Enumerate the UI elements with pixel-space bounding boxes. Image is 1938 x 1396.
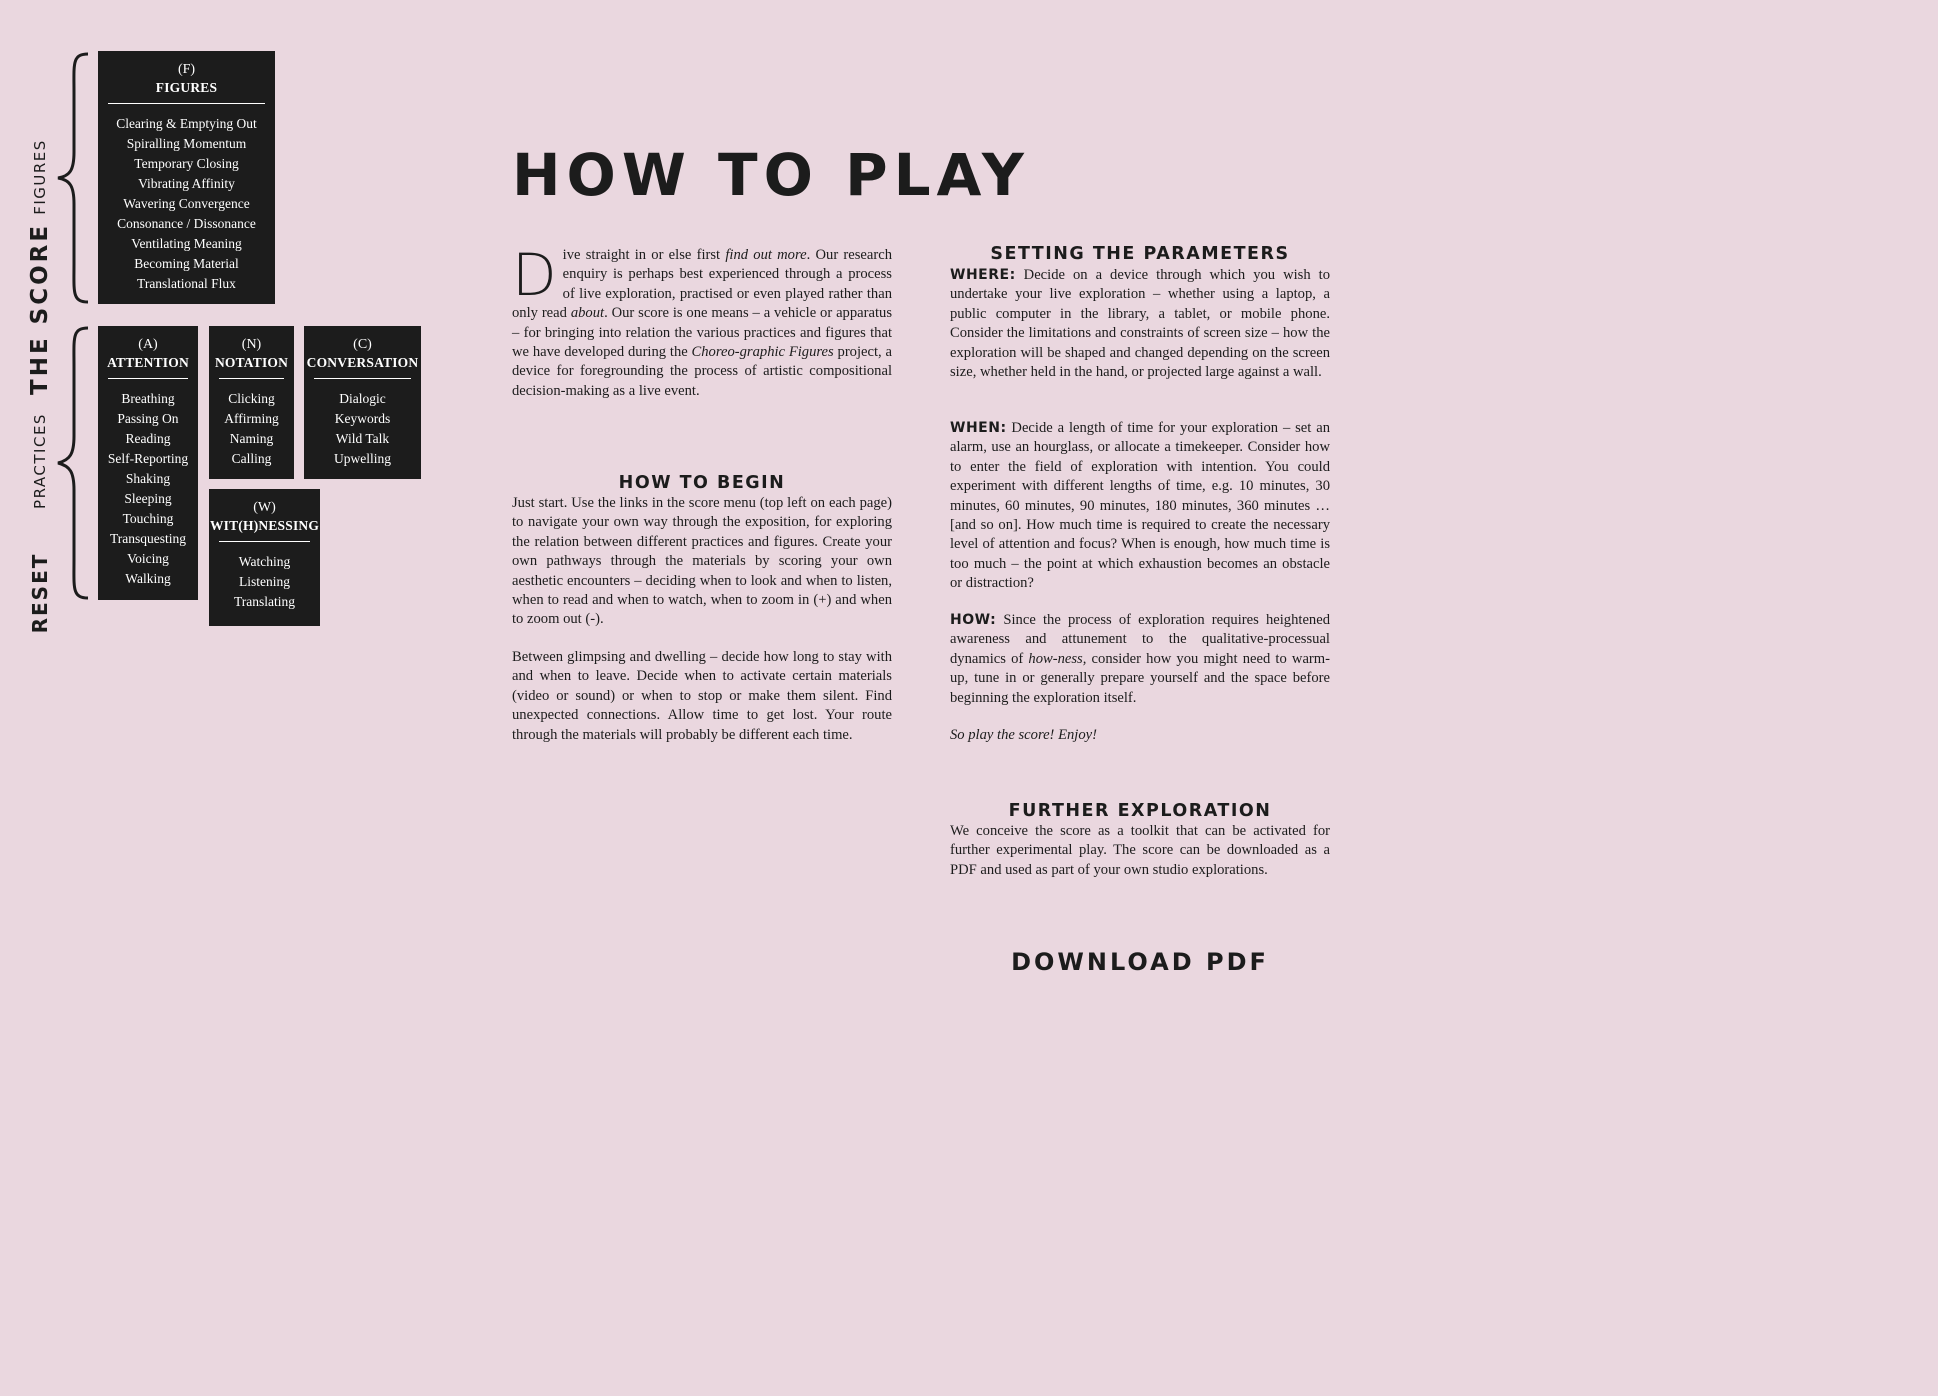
figure-link[interactable]: Clearing & Emptying Out bbox=[116, 116, 257, 131]
notation-link[interactable]: Naming bbox=[229, 431, 274, 446]
dropcap: D bbox=[512, 241, 557, 309]
attention-title[interactable]: ATTENTION bbox=[107, 355, 189, 370]
figure-link[interactable]: Translational Flux bbox=[137, 276, 236, 291]
divider bbox=[108, 378, 188, 379]
where-paragraph: WHERE: Decide on a device through which you wish to undertake your live exploration – whether using a laptop, a public computer in the library, a tablet, or mobile phone. Consider the limitations and constraints of screen size – how the exploration will be shaped and changed depending on the screen size, whether held in the hand, or projected large against a wall. bbox=[950, 267, 1330, 381]
figures-code: (F) bbox=[177, 62, 196, 77]
about-link[interactable]: about bbox=[570, 305, 605, 322]
find-out-more-link[interactable]: find out more bbox=[725, 247, 807, 263]
further-exploration-heading: FURTHER EXPLORATION bbox=[1008, 801, 1272, 821]
notation-link[interactable]: Calling bbox=[231, 451, 272, 466]
witnessing-box bbox=[209, 489, 320, 626]
practices-brace-icon bbox=[52, 326, 92, 600]
figures-side-label[interactable]: FIGURES bbox=[31, 139, 49, 215]
how-ness-term: how-ness, bbox=[1028, 650, 1087, 667]
conversation-link[interactable]: Dialogic bbox=[339, 391, 386, 406]
notation-code: (N) bbox=[241, 337, 262, 352]
how-keyword: HOW: bbox=[950, 612, 997, 628]
further-exploration-paragraph: We conceive the score as a toolkit that can be activated for further experimental play. The score can be downloaded as a PDF and used as part of your own studio explorations. bbox=[950, 823, 1330, 878]
figure-link[interactable]: Vibrating Affinity bbox=[138, 176, 235, 191]
attention-box bbox=[98, 326, 198, 600]
divider bbox=[314, 378, 411, 379]
enjoy-text: So play the score! Enjoy! bbox=[950, 727, 1097, 743]
figure-link[interactable]: Consonance / Dissonance bbox=[117, 216, 256, 231]
attention-link[interactable]: Breathing bbox=[121, 391, 175, 406]
attention-link[interactable]: Voicing bbox=[127, 551, 169, 566]
how-paragraph: HOW: Since the process of exploration requires heightened awareness and attunement to the qualitative-processual dynamics of how-ness, consider how you might need to warm-up, tune in or generally prepare yourself and the space before beginning the exploration itself. bbox=[950, 612, 1330, 706]
where-keyword: WHERE: bbox=[950, 267, 1016, 283]
attention-link[interactable]: Passing On bbox=[117, 411, 179, 426]
when-keyword: WHEN: bbox=[950, 420, 1007, 436]
notation-title[interactable]: NOTATION bbox=[214, 355, 289, 370]
divider bbox=[108, 103, 265, 104]
witnessing-title[interactable]: WIT(H)NESSING bbox=[209, 518, 320, 533]
when-paragraph: WHEN: Decide a length of time for your exploration – set an alarm, use an hourglass, or allocate a timekeeper. Consider how to enter the field of exploration with intention. You could experiment with different lengths of time, e.g. 10 minutes, 30 minutes, 60 minutes, 90 minutes, 180 minutes, 360 minutes … [and so on]. How much time is required to create the necessary level of attention and focus? When is enough, how much time is too much – the point at which exhaustion becomes an obstacle or distraction? bbox=[950, 420, 1330, 592]
attention-link[interactable]: Shaking bbox=[125, 471, 171, 486]
how-to-begin-paragraph-2: Between glimpsing and dwelling – decide how long to stay with and when to leave. Decide when to activate certain materials (video or sound) or when to stop or make them silent. Find unexpected connections. Allow time to get lost. Your route through the materials will probably be different each time. bbox=[512, 649, 892, 743]
project-name: Choreo-graphic Figures bbox=[691, 344, 834, 361]
figure-link[interactable]: Becoming Material bbox=[134, 256, 239, 271]
attention-code: (A) bbox=[138, 337, 158, 352]
notation-link[interactable]: Clicking bbox=[228, 391, 275, 406]
witnessing-link[interactable]: Translating bbox=[233, 594, 295, 609]
conversation-code: (C) bbox=[353, 337, 372, 352]
witnessing-code: (W) bbox=[253, 500, 276, 515]
page-title: HOW TO PLAY bbox=[512, 141, 1030, 209]
intro-paragraph: Dive straight in or else first find out more. Our research enquiry is perhaps best experienced through a process of live exploration, practised or even played rather than only read about. Our score is one means – a vehicle or apparatus – for bringing into relation the various practices and figures that we have developed during the Choreo-graphic Figures project, a device for foregrounding the process of artistic compositional decision-making as a live event. bbox=[512, 241, 893, 399]
figure-link[interactable]: Ventilating Meaning bbox=[131, 236, 242, 251]
how-to-begin-paragraph-1: Just start. Use the links in the score menu (top left on each page) to navigate your own way through the exposition, for exploring the relation between different practices and figures. Create your own pathways through the materials by scoring your own aesthetic encounters – deciding when to look and when to listen, when to read and when to watch, when to zoom in (+) and when to zoom out (-). bbox=[512, 495, 892, 628]
attention-link[interactable]: Self-Reporting bbox=[107, 451, 189, 466]
the-score-side-label[interactable]: THE SCORE bbox=[27, 222, 53, 395]
notation-box bbox=[209, 326, 294, 479]
attention-link[interactable]: Walking bbox=[125, 571, 171, 586]
download-pdf-link[interactable]: DOWNLOAD PDF bbox=[1011, 948, 1269, 976]
parameters-heading: SETTING THE PARAMETERS bbox=[990, 244, 1290, 264]
figures-title[interactable]: FIGURES bbox=[155, 80, 218, 95]
figure-link[interactable]: Spiralling Momentum bbox=[126, 136, 247, 151]
how-to-begin-heading: HOW TO BEGIN bbox=[618, 473, 786, 493]
figure-link[interactable]: Temporary Closing bbox=[134, 156, 239, 171]
conversation-title[interactable]: CONVERSATION bbox=[306, 355, 419, 370]
figures-brace-icon bbox=[52, 52, 92, 304]
attention-link[interactable]: Sleeping bbox=[124, 491, 172, 506]
conversation-link[interactable]: Upwelling bbox=[334, 451, 391, 466]
conversation-link[interactable]: Keywords bbox=[334, 411, 391, 426]
figure-link[interactable]: Wavering Convergence bbox=[123, 196, 250, 211]
conversation-link[interactable]: Wild Talk bbox=[335, 431, 390, 446]
witnessing-link[interactable]: Listening bbox=[239, 574, 290, 589]
figures-box bbox=[98, 51, 275, 304]
attention-link[interactable]: Touching bbox=[122, 511, 174, 526]
witnessing-link[interactable]: Watching bbox=[238, 554, 291, 569]
notation-link[interactable]: Affirming bbox=[224, 411, 279, 426]
attention-link[interactable]: Transquesting bbox=[109, 531, 186, 546]
divider bbox=[219, 378, 284, 379]
practices-side-label[interactable]: PRACTICES bbox=[31, 413, 49, 509]
conversation-box bbox=[304, 326, 421, 479]
divider bbox=[219, 541, 310, 542]
reset-side-label[interactable]: RESET bbox=[28, 552, 52, 634]
attention-link[interactable]: Reading bbox=[125, 431, 171, 446]
